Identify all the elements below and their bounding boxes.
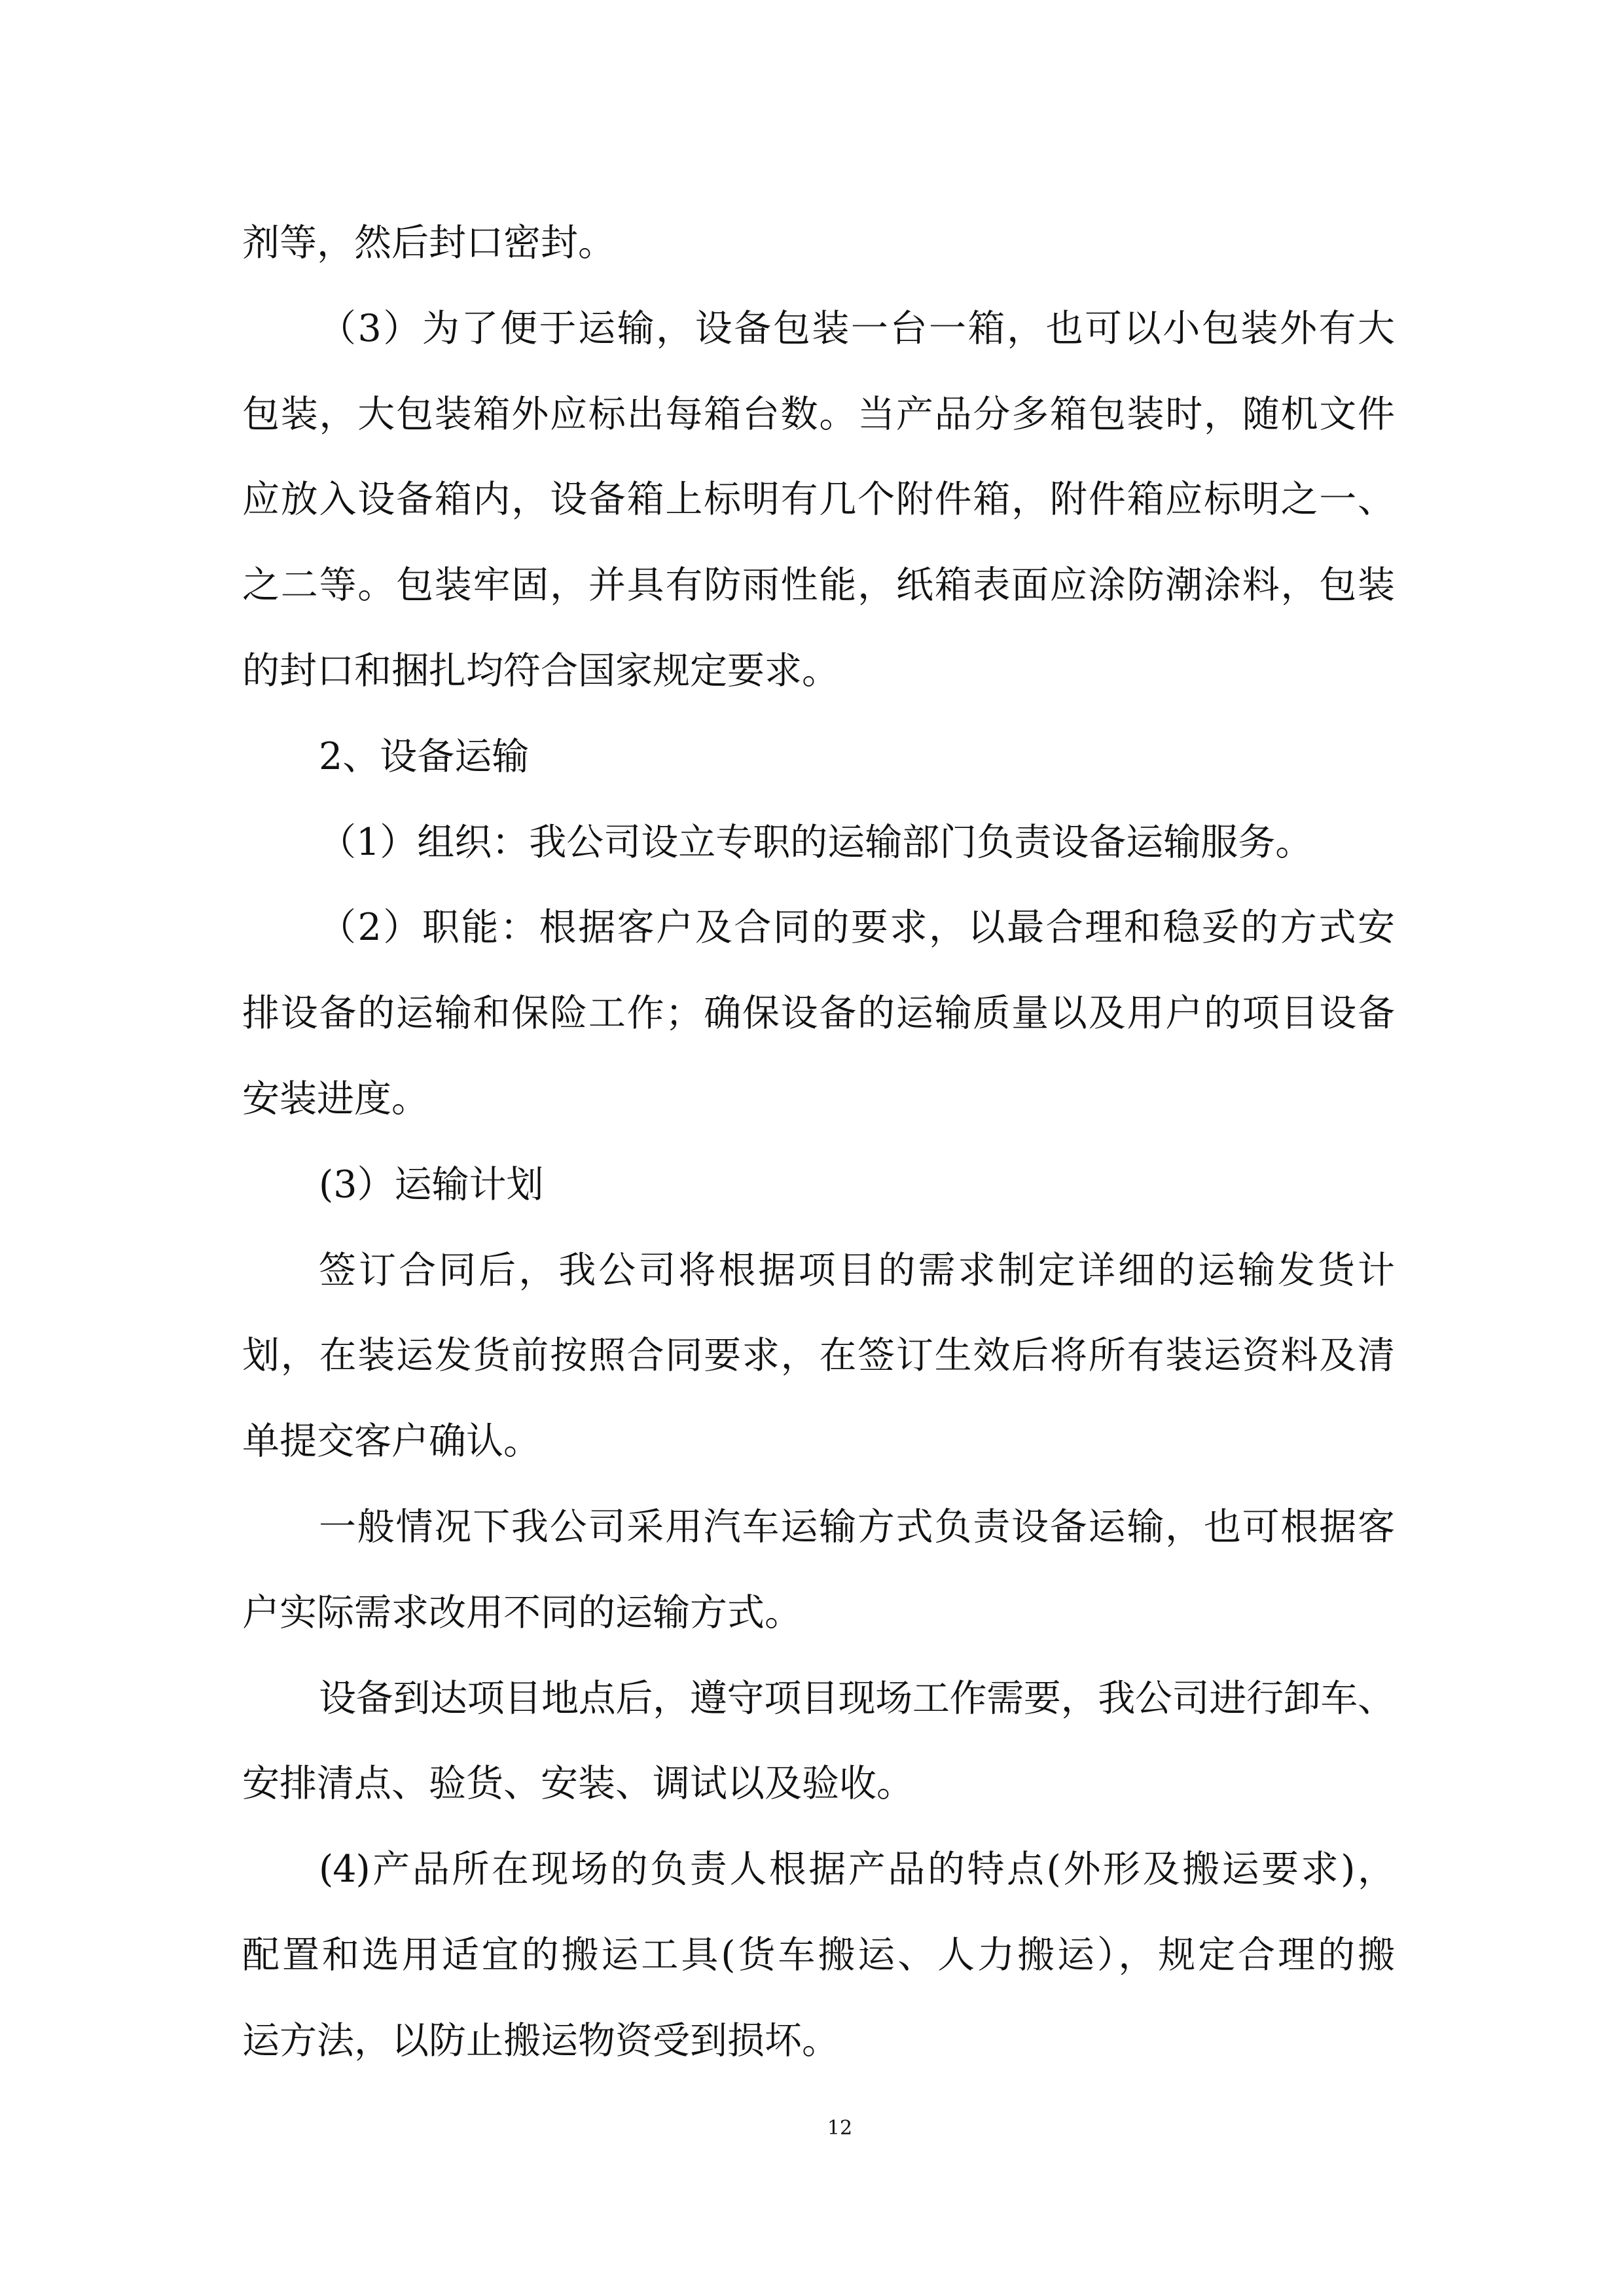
text-line: 剂等，然后封口密封。 [242, 221, 615, 264]
text-line: 户实际需求改用不同的运输方式。 [242, 1590, 802, 1634]
text-line: 安排清点、验货、安装、调试以及验收。 [242, 1762, 914, 1806]
text-line: 单提交客户确认。 [242, 1420, 541, 1463]
text-line: （3）为了便于运输，设备包装一台一箱，也可以小包装外有大 [319, 306, 1394, 350]
subsection-heading: (3）运输计划 [319, 1162, 544, 1206]
text-line: 应放入设备箱内，设备箱上标明有几个附件箱，附件箱应标明之一、 [242, 478, 1394, 522]
text-line: （2）职能：根据客户及合同的要求，以最合理和稳妥的方式安 [319, 906, 1394, 950]
text-line: 的封口和捆扎均符合国家规定要求。 [242, 649, 839, 692]
document-body [242, 200, 1394, 2142]
text-line: 划，在装运发货前按照合同要求，在签订生效后将所有装运资料及清 [242, 1334, 1394, 1378]
text-line: 之二等。包装牢固，并具有防雨性能，纸箱表面应涂防潮涂料，包装 [242, 564, 1394, 607]
text-line: (4)产品所在现场的负责人根据产品的特点(外形及搬运要求)， [319, 1848, 1394, 1892]
text-line: 运方法，以防止搬运物资受到损坏。 [242, 2018, 839, 2062]
page-number: 12 [827, 2116, 853, 2140]
text-line: 设备到达项目地点后，遵守项目现场工作需要，我公司进行卸车、 [319, 1676, 1394, 1720]
text-line: 包装，大包装箱外应标出每箱台数。当产品分多箱包装时，随机文件 [242, 392, 1394, 436]
text-line: 一般情况下我公司采用汽车运输方式负责设备运输，也可根据客 [319, 1505, 1394, 1549]
section-heading: 2、设备运输 [319, 734, 530, 778]
text-line: 配置和选用适宜的搬运工具(货车搬运、人力搬运），规定合理的搬 [242, 1933, 1394, 1977]
text-line: 安装进度。 [242, 1077, 429, 1121]
text-line: 排设备的运输和保险工作；确保设备的运输质量以及用户的项目设备 [242, 992, 1394, 1035]
text-line: （1）组织：我公司设立专职的运输部门负责设备运输服务。 [319, 820, 1313, 864]
text-line: 签订合同后，我公司将根据项目的需求制定详细的运输发货计 [319, 1248, 1394, 1292]
